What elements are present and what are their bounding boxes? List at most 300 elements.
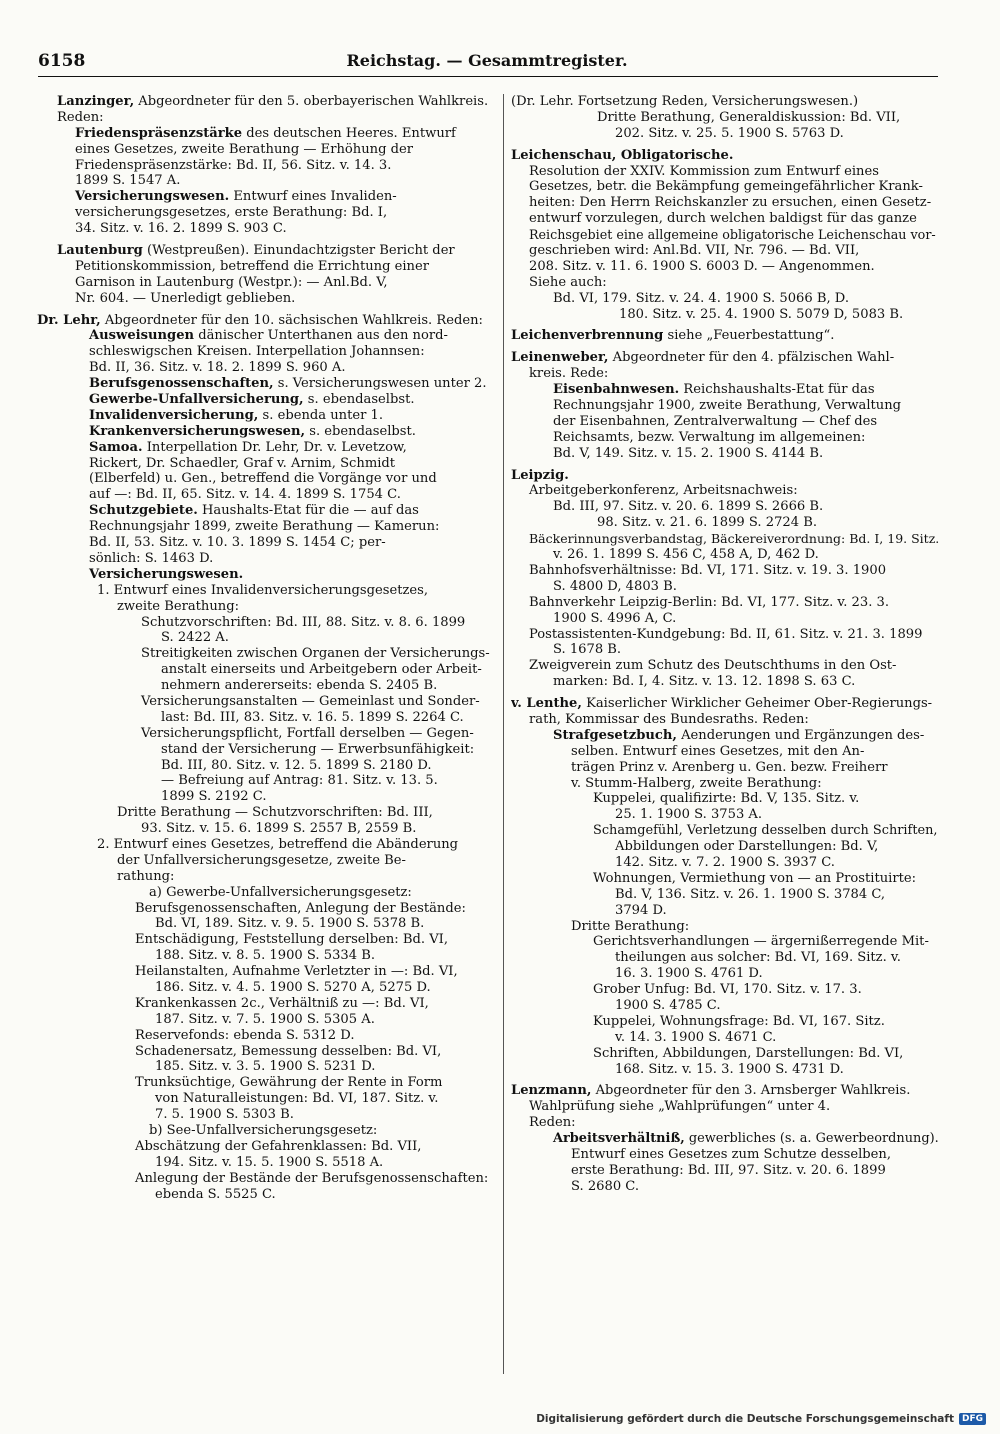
entry-line: [511, 807, 939, 823]
index-entry: [57, 243, 491, 307]
entry-text: Kuppelei, Wohnungsfrage: Bd. VI, 167. Sitz.: [593, 1013, 885, 1029]
entry-heading: Versicherungswesen.: [89, 566, 244, 582]
index-entry: [511, 148, 939, 323]
entry-line: [511, 1062, 939, 1078]
entry-text: sönlich: S. 1463 D.: [89, 550, 214, 566]
entry-heading: Dr. Lehr,: [37, 312, 101, 328]
entry-line: [57, 424, 491, 440]
entry-heading: Invalidenversicherung,: [89, 407, 259, 423]
entry-text: 7. 5. 1900 S. 5303 B.: [155, 1107, 294, 1123]
entry-text: S. 2422 A.: [161, 630, 229, 646]
entry-line: [511, 1179, 939, 1195]
entry-text: 168. Sitz. v. 15. 3. 1900 S. 4731 D.: [615, 1061, 844, 1077]
entry-line: [511, 871, 939, 887]
entry-text: Bd. II, 53. Sitz. v. 10. 3. 1899 S. 1454 C; per-: [89, 535, 386, 551]
entry-line: [511, 579, 939, 595]
entry-line: [57, 805, 491, 821]
entry-line: [511, 839, 939, 855]
entry-heading: Lanzinger,: [57, 94, 135, 109]
entry-text: Garnison in Lautenburg (Westpr.): — Anl.Bd. V,: [75, 274, 388, 290]
entry-line: [511, 919, 939, 935]
entry-line: [57, 789, 491, 805]
entry-line: [57, 328, 491, 344]
entry-text: Abbildungen oder Darstellungen: Bd. V,: [615, 839, 879, 855]
entry-heading: Leichenschau, Obligatorische.: [511, 147, 734, 163]
entry-line: [57, 996, 491, 1012]
entry-heading: Leinenweber,: [511, 350, 609, 366]
index-entry: [511, 468, 939, 690]
entry-text: des deutschen Heeres. Entwurf: [242, 125, 456, 141]
entry-text: Wahlprüfung siehe „Wahlprüfungen“ unter 4.: [529, 1099, 831, 1115]
entry-text: eines Gesetzes, zweite Berathung — Erhöhung der: [75, 141, 414, 157]
entry-line: [511, 950, 939, 966]
entry-line: [57, 1075, 491, 1091]
entry-text: 93. Sitz. v. 15. 6. 1899 S. 2557 B, 2559 B.: [141, 821, 417, 837]
footer-credit: Digitalisierung gefördert durch die Deutsche Forschungsgemeinschaft: [536, 1413, 954, 1425]
entry-text: (Dr. Lehr. Fortsetzung Reden, Versicherungswesen.): [511, 94, 859, 109]
entry-text: Entschädigung, Feststellung derselben: Bd. VI,: [135, 932, 448, 948]
entry-text: selben. Entwurf eines Gesetzes, mit den An-: [571, 743, 865, 759]
entry-line: [57, 932, 491, 948]
entry-text: Resolution der XXIV. Kommission zum Entwurf eines: [529, 163, 879, 179]
entry-text: Aenderungen und Ergänzungen des-: [676, 727, 925, 743]
entry-line: [511, 483, 939, 499]
entry-line: [57, 158, 491, 174]
entry-heading: Krankenversicherungswesen,: [89, 423, 306, 439]
entry-line: [37, 313, 491, 329]
entry-text: rath, Kommissar des Bundesraths. Reden:: [529, 711, 809, 727]
entry-text: s. Versicherungswesen unter 2.: [273, 376, 487, 392]
entry-text: zweite Berathung:: [117, 598, 240, 614]
entry-text: kreis. Rede:: [529, 366, 609, 382]
right-column: [511, 94, 939, 1201]
entry-text: Bahnhofsverhältnisse: Bd. VI, 171. Sitz. v. 19. 3. 1900: [529, 562, 887, 578]
entry-text: Bd. III, 97. Sitz. v. 20. 6. 1899 S. 2666 B.: [553, 499, 824, 515]
entry-line: [511, 998, 939, 1014]
entry-text: s. ebenda unter 1.: [258, 407, 384, 423]
entry-text: Kaiserlicher Wirklicher Geheimer Ober-Regierungs-: [581, 696, 933, 712]
entry-text: dänischer Unterthanen aus den nord-: [194, 328, 448, 344]
entry-line: [511, 674, 939, 690]
entry-line: [57, 964, 491, 980]
entry-line: [57, 710, 491, 726]
entry-text: 187. Sitz. v. 7. 5. 1900 S. 5305 A.: [155, 1011, 375, 1027]
entry-text: Anlegung der Bestände der Berufsgenossenschaften:: [135, 1170, 489, 1186]
entry-line: [57, 519, 491, 535]
running-title: Reichstag. — Gesammtregister.: [346, 51, 628, 70]
entry-line: [511, 414, 939, 430]
entry-line: [57, 885, 491, 901]
entry-text: marken: Bd. I, 4. Sitz. v. 13. 12. 1898 S. 63 C.: [553, 674, 856, 690]
index-entry: [57, 94, 491, 237]
entry-text: Gerichtsverhandlungen — ärgernißerregende Mit-: [593, 934, 929, 950]
entry-line: [511, 148, 939, 164]
entry-line: [57, 344, 491, 360]
entry-text: theilungen aus solcher: Bd. VI, 169. Sitz. v.: [615, 950, 901, 966]
entry-text: 142. Sitz. v. 7. 2. 1900 S. 3937 C.: [615, 854, 835, 870]
entry-text: 1900 S. 4785 C.: [615, 997, 721, 1013]
entry-text: Bahnverkehr Leipzig-Berlin: Bd. VI, 177. Sitz. v. 23. 3.: [529, 594, 890, 610]
entry-text: s. ebendaselbst.: [305, 423, 416, 439]
entry-text: 25. 1. 1900 S. 3753 A.: [615, 807, 763, 823]
entry-line: [57, 1107, 491, 1123]
entry-heading: Arbeitsverhältniß,: [553, 1131, 685, 1147]
entry-line: [57, 471, 491, 487]
entry-text: b) See-Unfallversicherungsgesetz:: [149, 1123, 378, 1138]
entry-line: [511, 531, 939, 547]
entry-text: Berufsgenossenschaften, Anlegung der Bestände:: [135, 900, 466, 916]
entry-heading: Ausweisungen: [89, 328, 195, 344]
entry-text: auf —: Bd. II, 65. Sitz. v. 14. 4. 1899 S. 1754 C.: [89, 487, 401, 503]
entry-line: [57, 901, 491, 917]
entry-heading: Lenzmann,: [511, 1083, 592, 1099]
entry-line: [57, 630, 491, 646]
entry-text: Wohnungen, Vermiethung von — an Prostituirte:: [593, 870, 917, 886]
entry-line: [511, 291, 939, 307]
entry-text: Reservefonds: ebenda S. 5312 D.: [135, 1027, 355, 1043]
entry-line: [57, 408, 491, 424]
entry-line: [57, 583, 491, 599]
entry-line: [57, 142, 491, 158]
entry-text: 194. Sitz. v. 15. 5. 1900 S. 5518 A.: [155, 1154, 384, 1170]
index-entry: [511, 94, 939, 142]
entry-text: Bd. VI, 179. Sitz. v. 24. 4. 1900 S. 5066 B, D.: [553, 290, 849, 306]
entry-line: [511, 966, 939, 982]
entry-heading: Versicherungswesen.: [75, 189, 230, 205]
entry-heading: Leipzig.: [511, 467, 569, 483]
index-entry: [511, 1083, 939, 1194]
entry-text: geschrieben wird: Anl.Bd. VII, Nr. 796. — Bd. VII,: [529, 243, 860, 259]
entry-text: Versicherungspflicht, Fortfall derselben — Gegen-: [141, 725, 474, 741]
entry-text: 188. Sitz. v. 8. 5. 1900 S. 5334 B.: [155, 948, 376, 964]
entry-line: [511, 499, 939, 515]
entry-text: Zweigverein zum Schutz des Deutschthums in den Ost-: [529, 658, 897, 674]
entry-line: [57, 1012, 491, 1028]
entry-line: [511, 887, 939, 903]
entry-line: [57, 392, 491, 408]
entry-heading: Samoa.: [89, 439, 143, 455]
entry-text: der Eisenbahnen, Zentralverwaltung — Chef des: [553, 413, 878, 429]
entry-text: Streitigkeiten zwischen Organen der Versicherungs-: [141, 646, 490, 662]
entry-text: Reichsamts, bezw. Verwaltung im allgemeinen:: [553, 429, 866, 445]
column-divider: [503, 94, 504, 1374]
entry-text: Krankenkassen 2c., Verhältniß zu —: Bd. VI,: [135, 995, 429, 1011]
entry-line: [511, 110, 939, 126]
entry-text: S. 4800 D, 4803 B.: [553, 578, 677, 594]
entry-text: a) Gewerbe-Unfallversicherungsgesetz:: [149, 884, 412, 900]
entry-line: [57, 1123, 491, 1139]
entry-line: [57, 189, 491, 205]
index-entry: [511, 328, 939, 344]
entry-line: [511, 382, 939, 398]
entry-text: Reichshaushalts-Etat für das: [679, 382, 875, 398]
entry-line: [511, 744, 939, 760]
entry-text: 180. Sitz. v. 25. 4. 1900 S. 5079 D, 5083 B.: [619, 306, 904, 322]
entry-text: Entwurf eines Invaliden-: [229, 189, 397, 205]
entry-line: [511, 642, 939, 658]
entry-text: 3794 D.: [615, 902, 667, 918]
entry-line: [57, 853, 491, 869]
entry-line: [57, 376, 491, 392]
entry-line: [57, 615, 491, 631]
entry-line: [511, 982, 939, 998]
entry-line: [57, 487, 491, 503]
entry-line: [57, 1059, 491, 1075]
entry-text: Heilanstalten, Aufnahme Verletzter in —: Bd. VI,: [135, 964, 458, 980]
entry-line: [57, 599, 491, 615]
entry-line: [511, 1115, 939, 1131]
entry-text: (Westpreußen). Einundachtzigster Bericht der: [142, 243, 455, 259]
entry-heading: v. Lenthe,: [511, 696, 582, 712]
entry-line: [57, 110, 491, 126]
entry-line: [57, 440, 491, 456]
entry-line: [57, 221, 491, 237]
entry-text: v. 26. 1. 1899 S. 456 C, 458 A, D, 462 D.: [553, 547, 819, 563]
entry-line: [57, 869, 491, 885]
entry-line: [57, 243, 491, 259]
entry-text: trägen Prinz v. Arenberg u. Gen. bezw. Freiherr: [571, 759, 888, 775]
entry-text: Dritte Berathung — Schutzvorschriften: Bd. III,: [117, 805, 433, 821]
entry-line: [511, 350, 939, 366]
entry-text: S. 1678 B.: [553, 642, 622, 658]
entry-line: [57, 567, 491, 583]
entry-text: rathung:: [117, 868, 175, 884]
entry-text: 1. Entwurf eines Invalidenversicherungsgesetzes,: [97, 582, 429, 598]
entry-line: [511, 243, 939, 259]
entry-text: Abschätzung der Gefahrenklassen: Bd. VII,: [135, 1138, 422, 1154]
entry-text: v. Stumm-Halberg, zweite Berathung:: [571, 775, 822, 791]
entry-text: 34. Sitz. v. 16. 2. 1899 S. 903 C.: [75, 221, 287, 237]
entry-line: [511, 164, 939, 180]
entry-line: [511, 398, 939, 414]
entry-line: [511, 776, 939, 792]
entry-text: gewerbliches (s. a. Gewerbeordnung).: [684, 1131, 939, 1147]
entry-text: Bd. III, 80. Sitz. v. 12. 5. 1899 S. 2180 D.: [161, 757, 432, 773]
entry-line: [57, 916, 491, 932]
entry-text: S. 2680 C.: [571, 1178, 640, 1194]
entry-text: Siehe auch:: [529, 274, 607, 290]
entry-line: [511, 307, 939, 323]
entry-text: last: Bd. III, 83. Sitz. v. 16. 5. 1899 S. 2264 C.: [161, 709, 464, 725]
entry-line: [511, 1030, 939, 1046]
entry-line: [57, 1187, 491, 1203]
entry-line: [57, 678, 491, 694]
entry-text: Friedenspräsenzstärke: Bd. II, 56. Sitz. v. 14. 3.: [75, 157, 392, 173]
entry-text: Reden:: [57, 109, 104, 125]
entry-text: schleswigschen Kreisen. Interpellation Johannsen:: [89, 344, 425, 360]
entry-line: [511, 934, 939, 950]
entry-text: 1899 S. 1547 A.: [75, 173, 181, 189]
entry-heading: Friedenspräsenzstärke: [75, 125, 243, 141]
index-entry: [37, 312, 491, 1203]
entry-line: [511, 696, 939, 712]
entry-heading: Gewerbe-Unfallversicherung,: [89, 392, 304, 408]
entry-line: [511, 1099, 939, 1115]
entry-line: [511, 627, 939, 643]
entry-line: [511, 430, 939, 446]
entry-line: [511, 611, 939, 627]
entry-line: [511, 760, 939, 776]
entry-line: [511, 195, 939, 211]
entry-line: [57, 1171, 491, 1187]
entry-line: [511, 823, 939, 839]
entry-text: Grober Unfug: Bd. VI, 170. Sitz. v. 17. 3.: [593, 982, 862, 998]
entry-line: [57, 980, 491, 996]
entry-line: [511, 366, 939, 382]
entry-heading: Schutzgebiete.: [89, 503, 198, 519]
entry-line: [511, 468, 939, 484]
entry-text: Schutzvorschriften: Bd. III, 88. Sitz. v. 8. 6. 1899: [141, 614, 466, 630]
entry-line: [57, 1091, 491, 1107]
entry-text: Bd. VI, 189. Sitz. v. 9. 5. 1900 S. 5378 B.: [155, 916, 425, 932]
entry-text: 2. Entwurf eines Gesetzes, betreffend die Abänderung: [97, 836, 459, 852]
entry-text: Haushalts-Etat für die — auf das: [197, 503, 419, 519]
entry-text: Abgeordneter für den 3. Arnsberger Wahlkreis.: [591, 1083, 911, 1099]
entry-line: [57, 275, 491, 291]
entry-text: Dritte Berathung:: [571, 918, 690, 934]
entry-text: versicherungsgesetzes, erste Berathung: Bd. I,: [75, 205, 388, 221]
entry-line: [511, 712, 939, 728]
page-number: 6158: [38, 51, 86, 71]
entry-line: [511, 658, 939, 674]
entry-line: [511, 728, 939, 744]
entry-heading: Lautenburg: [57, 243, 143, 259]
entry-heading: Strafgesetzbuch,: [553, 727, 677, 743]
page-header: [38, 51, 936, 73]
entry-text: Schamgefühl, Verletzung desselben durch Schriften,: [593, 823, 938, 839]
entry-line: [511, 1083, 939, 1099]
entry-line: [511, 903, 939, 919]
entry-text: 16. 3. 1900 S. 4761 D.: [615, 966, 763, 982]
entry-text: Gesetzes, betr. die Bekämpfung gemeingefährlicher Krank-: [529, 179, 923, 195]
entry-text: Rechnungsjahr 1899, zweite Berathung — Kamerun:: [89, 519, 440, 535]
entry-line: [511, 259, 939, 275]
entry-text: Dritte Berathung, Generaldiskussion: Bd. VII,: [597, 109, 901, 125]
entry-line: [57, 205, 491, 221]
entry-text: Reden:: [529, 1115, 576, 1131]
entry-line: [57, 742, 491, 758]
entry-line: [511, 855, 939, 871]
entry-line: [57, 1044, 491, 1060]
entry-line: [57, 1139, 491, 1155]
entry-text: 208. Sitz. v. 11. 6. 1900 S. 6003 D. — Angenommen.: [529, 258, 875, 274]
entry-text: 202. Sitz. v. 25. 5. 1900 S. 5763 D.: [615, 125, 844, 141]
entry-text: der Unfallversicherungsgesetze, zweite Be-: [117, 852, 406, 868]
entry-line: [57, 694, 491, 710]
entry-heading: Leichenverbrennung: [511, 328, 664, 344]
entry-line: [511, 1046, 939, 1062]
entry-text: Bäckerinnungsverbandstag, Bäckereiverordnung: Bd. I, 19. Sitz.: [529, 531, 939, 547]
header-rule: [38, 76, 938, 77]
entry-line: [57, 1155, 491, 1171]
entry-text: 98. Sitz. v. 21. 6. 1899 S. 2724 B.: [597, 515, 818, 531]
entry-line: [57, 726, 491, 742]
entry-line: [511, 227, 939, 243]
entry-line: [511, 563, 939, 579]
entry-text: heiten: Den Herrn Reichskanzler zu ersuchen, einen Gesetz-: [529, 195, 932, 211]
entry-line: [57, 1028, 491, 1044]
entry-line: [511, 547, 939, 563]
entry-text: Abgeordneter für den 5. oberbayerischen Wahlkreis.: [134, 94, 489, 109]
entry-text: Reichsgebiet eine allgemeine obligatorische Leichenschau vor-: [529, 227, 936, 243]
entry-text: Schadenersatz, Bemessung desselben: Bd. VI,: [135, 1043, 442, 1059]
entry-text: Petitionskommission, betreffend die Errichtung einer: [75, 258, 429, 274]
entry-line: [57, 360, 491, 376]
entry-text: Nr. 604. — Unerledigt geblieben.: [75, 290, 296, 306]
entry-line: [57, 173, 491, 189]
entry-text: Postassistenten-Kundgebung: Bd. II, 61. Sitz. v. 21. 3. 1899: [529, 626, 923, 642]
index-entry: [511, 350, 939, 461]
entry-text: s. ebendaselbst.: [303, 392, 415, 408]
entry-text: nehmern andererseits: ebenda S. 2405 B.: [161, 678, 438, 694]
entry-line: [511, 1147, 939, 1163]
entry-text: (Elberfeld) u. Gen., betreffend die Vorgänge vor und: [89, 471, 437, 487]
entry-text: Interpellation Dr. Lehr, Dr. v. Levetzow,: [142, 439, 407, 455]
entry-line: [57, 646, 491, 662]
entry-text: — Befreiung auf Antrag: 81. Sitz. v. 13. 5.: [161, 773, 438, 789]
entry-line: [57, 126, 491, 142]
entry-text: 185. Sitz. v. 3. 5. 1900 S. 5231 D.: [155, 1059, 376, 1075]
entry-text: Arbeitgeberkonferenz, Arbeitsnachweis:: [529, 483, 798, 499]
entry-line: [511, 446, 939, 462]
entry-text: Entwurf eines Gesetzes zum Schutze desselben,: [571, 1147, 892, 1162]
entry-line: [57, 503, 491, 519]
entry-line: [511, 275, 939, 291]
entry-text: stand der Versicherung — Erwerbsunfähigkeit:: [161, 741, 475, 757]
entry-line: [511, 1163, 939, 1179]
entry-line: [57, 758, 491, 774]
entry-line: [57, 948, 491, 964]
entry-text: v. 14. 3. 1900 S. 4671 C.: [615, 1029, 777, 1045]
entry-line: [57, 773, 491, 789]
entry-text: 1900 S. 4996 A, C.: [553, 610, 677, 626]
entry-line: [57, 291, 491, 307]
entry-line: [511, 1014, 939, 1030]
entry-text: 186. Sitz. v. 4. 5. 1900 S. 5270 A, 5275 D.: [155, 979, 431, 995]
entry-text: Versicherungsanstalten — Gemeinlast und Sonder-: [141, 693, 480, 709]
footer: [536, 1413, 986, 1425]
dfg-logo: DFG: [959, 1413, 986, 1425]
entry-text: 1899 S. 2192 C.: [161, 789, 267, 805]
entry-line: [511, 791, 939, 807]
entry-line: [511, 328, 939, 344]
entry-line: [511, 179, 939, 195]
entry-text: Bd. V, 149. Sitz. v. 15. 2. 1900 S. 4144 B.: [553, 445, 824, 461]
entry-heading: Berufsgenossenschaften,: [89, 376, 274, 392]
entry-heading: Eisenbahnwesen.: [553, 382, 680, 398]
left-column: [37, 94, 491, 1208]
entry-line: [57, 535, 491, 551]
entry-line: [511, 1131, 939, 1147]
entry-text: Rickert, Dr. Schaedler, Graf v. Arnim, Schmidt: [89, 455, 396, 471]
entry-line: [57, 456, 491, 472]
entry-text: ebenda S. 5525 C.: [155, 1186, 276, 1202]
entry-text: anstalt einerseits und Arbeitgebern oder Arbeit-: [161, 662, 482, 678]
entry-line: [511, 211, 939, 227]
entry-text: Kuppelei, qualifizirte: Bd. V, 135. Sitz. v.: [593, 791, 860, 807]
entry-text: siehe „Feuerbestattung“.: [663, 328, 835, 344]
entry-line: [57, 662, 491, 678]
entry-line: [57, 837, 491, 853]
entry-text: erste Berathung: Bd. III, 97. Sitz. v. 20. 6. 1899: [571, 1162, 886, 1178]
entry-line: [57, 259, 491, 275]
entry-text: Abgeordneter für den 4. pfälzischen Wahl-: [608, 350, 895, 366]
entry-text: Trunksüchtige, Gewährung der Rente in Form: [135, 1075, 443, 1091]
entry-text: Abgeordneter für den 10. sächsischen Wahlkreis. Reden:: [100, 312, 483, 328]
entry-line: [57, 821, 491, 837]
entry-line: [511, 595, 939, 611]
entry-line: [57, 94, 491, 110]
